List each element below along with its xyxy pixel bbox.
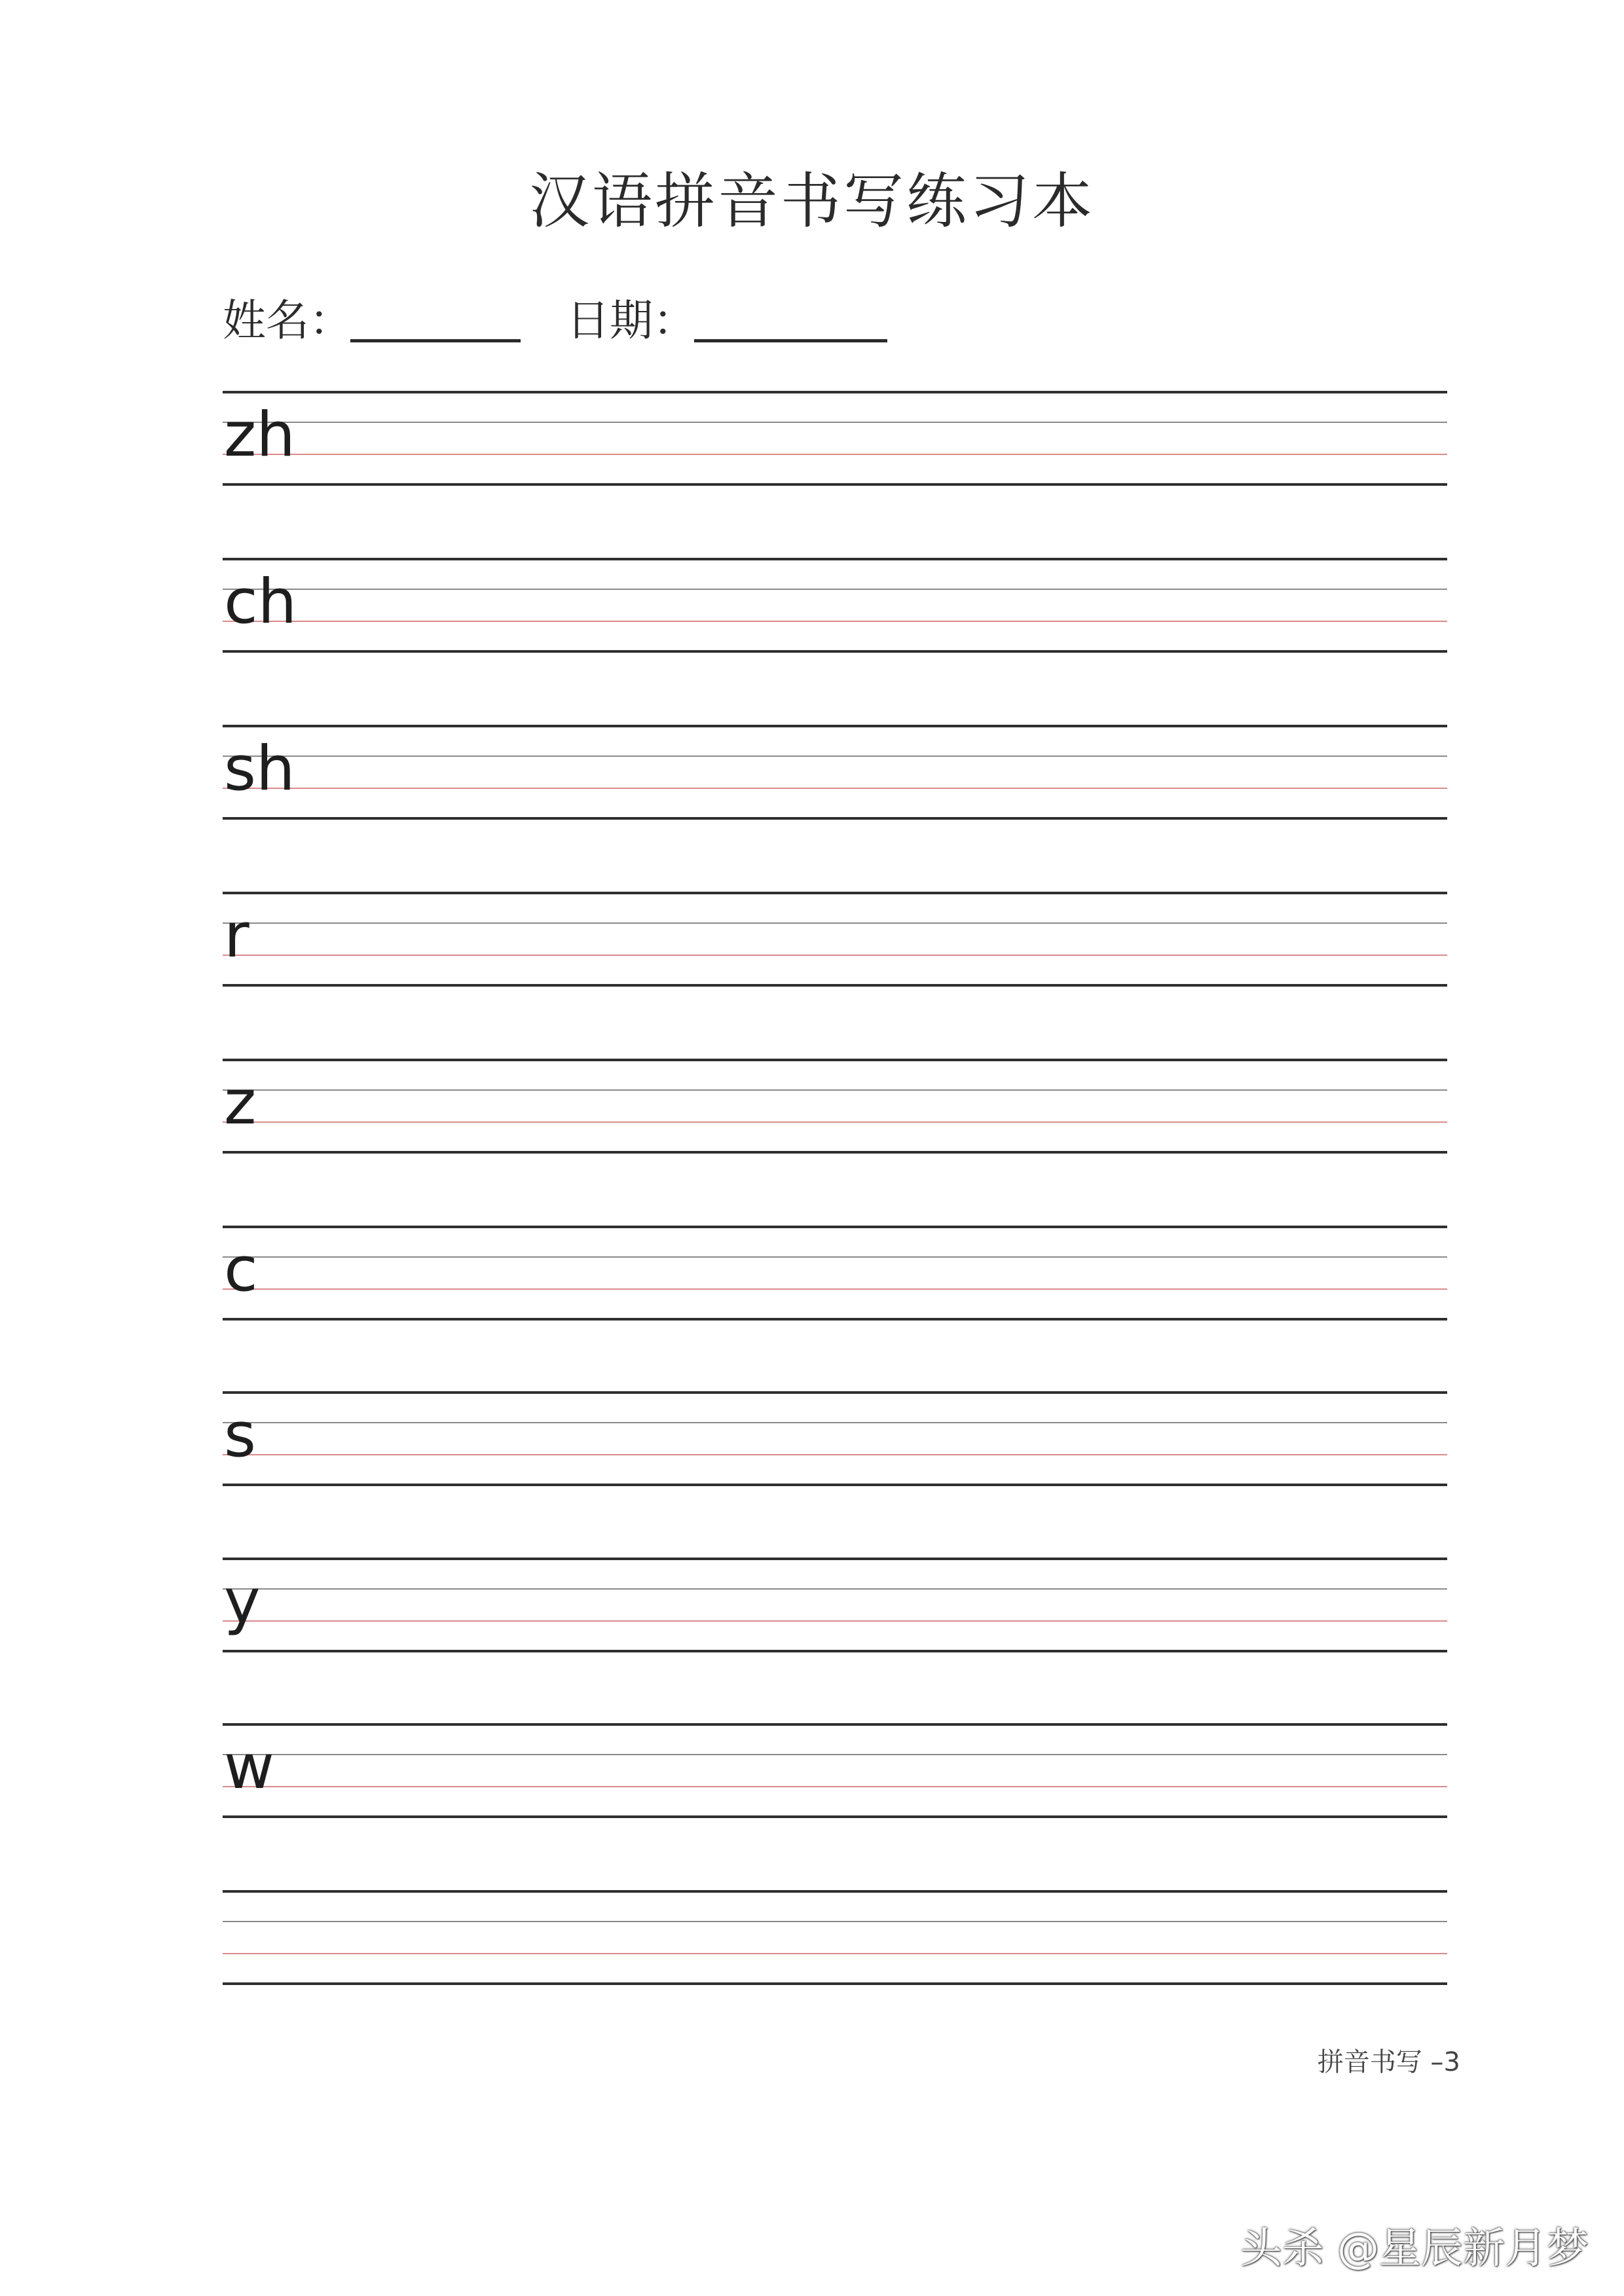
row-mid-line	[223, 1256, 1447, 1258]
row-base-line	[223, 1620, 1447, 1622]
row-top-line	[223, 1890, 1447, 1893]
row-letter: r	[224, 900, 249, 972]
row-letter: s	[224, 1400, 256, 1471]
row-bottom-line	[223, 1318, 1447, 1321]
practice-row-zh[interactable]	[223, 391, 1447, 486]
practice-row-s[interactable]	[223, 1391, 1447, 1486]
row-letter: zh	[224, 399, 295, 471]
row-bottom-line	[223, 1982, 1447, 1985]
row-base-line	[223, 1454, 1447, 1455]
row-top-line	[223, 558, 1447, 560]
row-letter: z	[224, 1067, 257, 1139]
row-mid-line	[223, 1921, 1447, 1922]
practice-row-ch[interactable]	[223, 558, 1447, 653]
row-letter: sh	[224, 733, 295, 805]
page-title: 汉语拼音书写练习本	[528, 166, 1095, 236]
practice-row-w[interactable]	[223, 1723, 1447, 1818]
row-base-line	[223, 1786, 1447, 1787]
row-mid-line	[223, 922, 1447, 924]
row-bottom-line	[223, 817, 1447, 820]
row-base-line	[223, 1953, 1447, 1954]
page-number: 拼音书写 –3	[1317, 2047, 1460, 2077]
row-base-line	[223, 454, 1447, 455]
row-top-line	[223, 1226, 1447, 1228]
name-blank-line[interactable]	[350, 339, 521, 342]
row-letter: ch	[224, 566, 297, 638]
row-bottom-line	[223, 483, 1447, 486]
practice-row-c[interactable]	[223, 1226, 1447, 1321]
watermark: 头杀 @星辰新月梦	[1240, 2225, 1589, 2273]
row-mid-line	[223, 589, 1447, 590]
row-bottom-line	[223, 1650, 1447, 1652]
row-base-line	[223, 621, 1447, 622]
row-top-line	[223, 1391, 1447, 1394]
row-bottom-line	[223, 1484, 1447, 1486]
practice-area	[223, 391, 1447, 2014]
row-base-line	[223, 1288, 1447, 1290]
row-base-line	[223, 955, 1447, 956]
name-label: 姓名：	[223, 295, 352, 346]
row-mid-line	[223, 1422, 1447, 1423]
row-top-line	[223, 391, 1447, 393]
row-mid-line	[223, 1754, 1447, 1755]
row-mid-line	[223, 756, 1447, 757]
practice-row-sh[interactable]	[223, 725, 1447, 820]
row-top-line	[223, 1558, 1447, 1560]
row-mid-line	[223, 1588, 1447, 1590]
row-letter: c	[224, 1234, 258, 1305]
row-letter: w	[224, 1732, 274, 1803]
row-mid-line	[223, 422, 1447, 423]
row-letter: y	[224, 1566, 261, 1637]
date-blank-line[interactable]	[694, 339, 887, 342]
practice-row-r[interactable]	[223, 892, 1447, 987]
row-top-line	[223, 892, 1447, 894]
row-top-line	[223, 1059, 1447, 1061]
date-label: 日期：	[566, 295, 696, 346]
row-bottom-line	[223, 1815, 1447, 1818]
row-bottom-line	[223, 984, 1447, 987]
row-base-line	[223, 788, 1447, 789]
practice-row-y[interactable]	[223, 1558, 1447, 1652]
practice-row-z[interactable]	[223, 1059, 1447, 1154]
row-bottom-line	[223, 1151, 1447, 1154]
row-bottom-line	[223, 650, 1447, 653]
row-mid-line	[223, 1089, 1447, 1091]
row-top-line	[223, 725, 1447, 727]
row-base-line	[223, 1121, 1447, 1123]
practice-row-blank[interactable]	[223, 1890, 1447, 1985]
row-top-line	[223, 1723, 1447, 1726]
